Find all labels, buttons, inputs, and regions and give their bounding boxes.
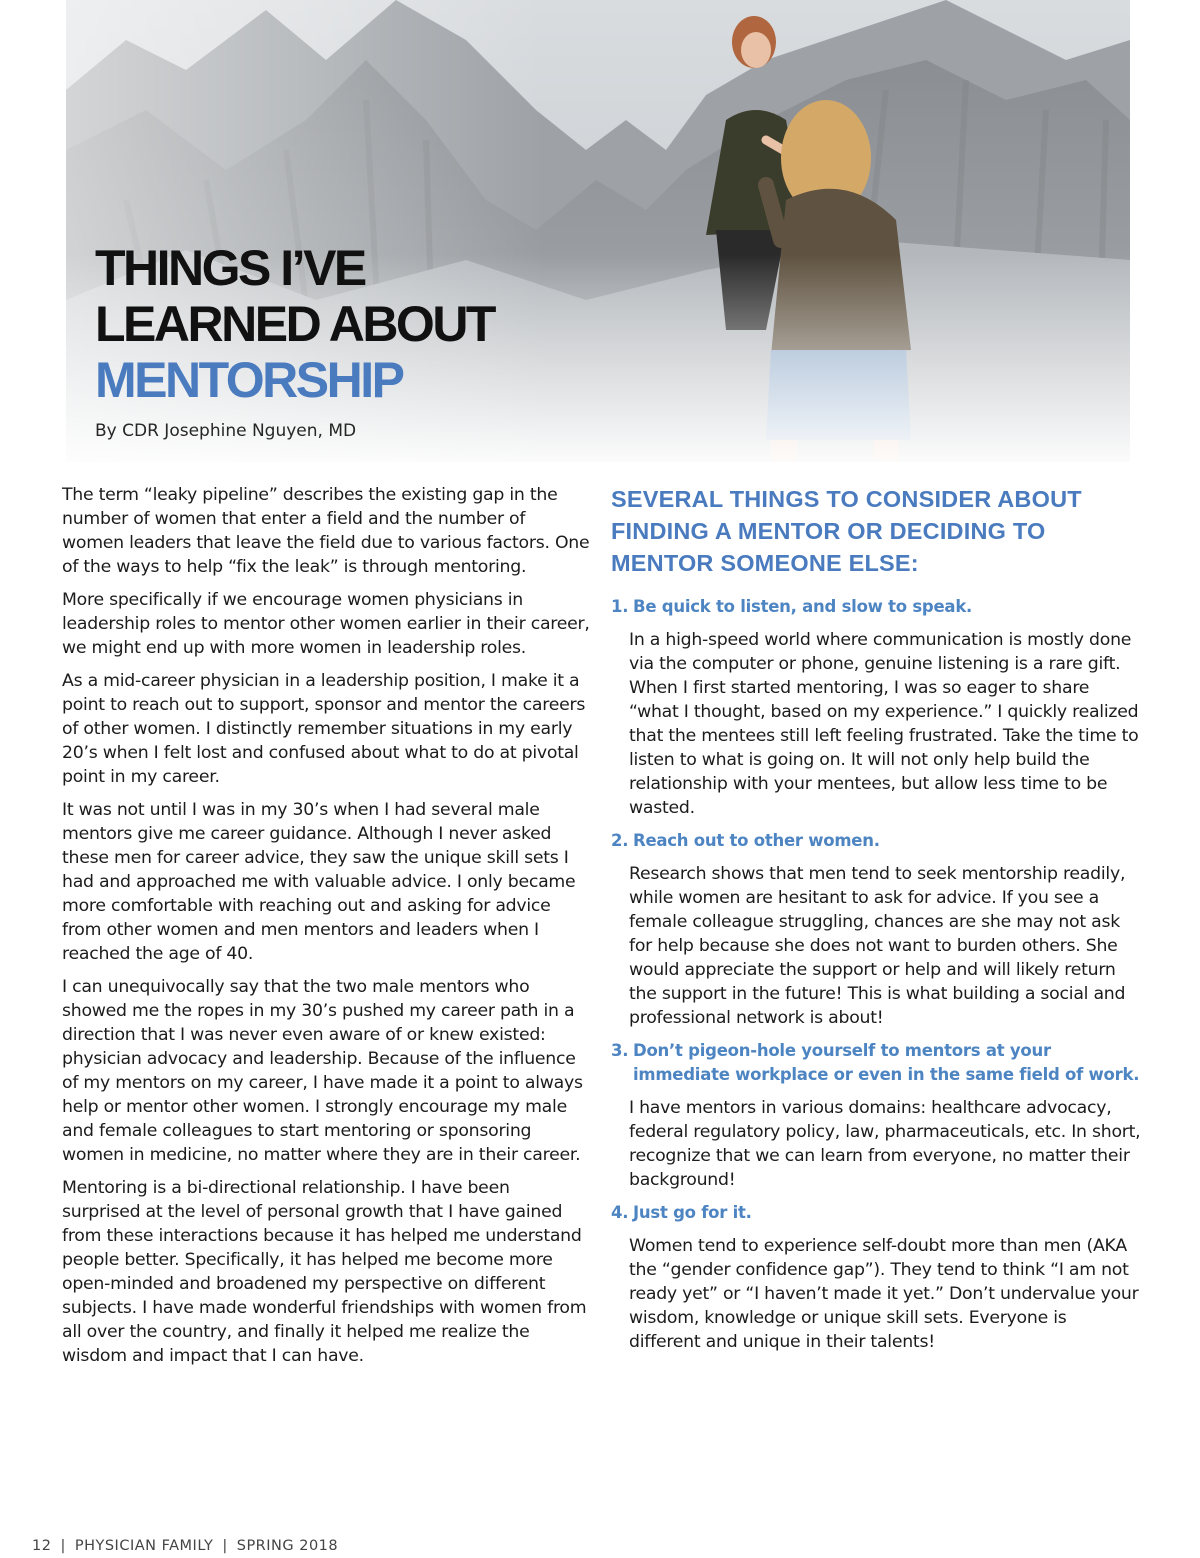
tip-title: Be quick to listen, and slow to speak. [633, 597, 973, 616]
tip-number: 2. [611, 831, 629, 850]
tip-body: Women tend to experience self-doubt more than men (AKA the “gender confidence gap”). They tend to think “I am not ready yet” or “I haven’t made it yet.” Don’t undervalue your wisdom, knowledge or unique skill sets. Everyone is different and unique in their talents! [629, 1236, 1139, 1352]
tip-body: Research shows that men tend to seek mentorship readily, while women are hesitant to ask for advice. If you see a female colleague struggling, chances are she may not ask for help because she does not want to burden others. She would appreciate the support or help and will likely return the support in the future! This is what building a social and professional network is about! [629, 864, 1126, 1028]
tip-heading [611, 595, 1141, 619]
footer-divider: | [60, 1538, 66, 1554]
paragraph: It was not until I was in my 30’s when I had several male mentors give me career guidance. Although I never asked these men for career advice, they saw the unique skill sets I had and approached me with valuable advice. I only became more comfortable with reaching out and asking for advice from other women and men mentors and leaders when I reached the age of 40. [62, 800, 576, 964]
issue-label: SPRING 2018 [236, 1538, 339, 1554]
article-title [95, 240, 494, 408]
tip-heading [611, 1201, 1141, 1225]
left-column [62, 483, 592, 1377]
tip-heading [611, 829, 1141, 853]
tip-title: Reach out to other women. [633, 831, 880, 850]
right-column [611, 483, 1141, 1363]
tip-number: 3. [611, 1041, 629, 1060]
paragraph: More specifically if we encourage women physicians in leadership roles to mentor other women earlier in their career, we might end up with more women in leadership roles. [62, 590, 590, 658]
footer-divider: | [222, 1538, 228, 1554]
title-line-2: LEARNED ABOUT [95, 296, 494, 352]
tip-number: 1. [611, 597, 629, 616]
tip-body: In a high-speed world where communication is mostly done via the computer or phone, genuine listening is a rare gift. When I first started mentoring, I was so eager to share “what I thought, based on my experience.” I quickly realized that the mentees still left feeling frustrated. Take the time to listen to what is going on. It will not only help build the relationship with your mentees, but allow less time to be wasted. [629, 630, 1139, 818]
tip-title: Don’t pigeon-hole yourself to mentors at your immediate workplace or even in the same field of work. [633, 1041, 1140, 1084]
paragraph: I can unequivocally say that the two male mentors who showed me the ropes in my 30’s pushed my career path in a direction that I was never even aware of or knew existed: physician advocacy and leadership. Because of the influence of my mentors on my career, I have made it a point to always help or mentor other women. I strongly encourage my male and female colleagues to start mentoring or sponsoring women in medicine, no matter where they are in their career. [62, 977, 583, 1165]
tip-heading [611, 1039, 1141, 1087]
page-footer [32, 1538, 338, 1554]
paragraph: The term “leaky pipeline” describes the existing gap in the number of women that enter a field and the number of women leaders that leave the field due to various factors. One of the ways to help “fix the leak” is through mentoring. [62, 485, 590, 577]
paragraph: Mentoring is a bi-directional relationship. I have been surprised at the level of personal growth that I have gained from these interactions because it has helped me understand people better. Specifically, it has helped me become more open-minded and broadened my perspective on different subjects. I have made wonderful friendships with women from all over the country, and finally it helped me realize the wisdom and impact that I can have. [62, 1178, 587, 1366]
tip-body: I have mentors in various domains: healthcare advocacy, federal regulatory policy, law, pharmaceuticals, etc. In short, recognize that we can learn from everyone, no matter their background! [629, 1098, 1141, 1190]
magazine-name: PHYSICIAN FAMILY [74, 1538, 214, 1554]
paragraph: As a mid-career physician in a leadership position, I make it a point to reach out to support, sponsor and mentor the careers of other women. I distinctly remember situations in my early 20’s when I felt lost and confused about what to do at pivotal point in my career. [62, 671, 586, 787]
tip-number: 4. [611, 1203, 629, 1222]
tip-title: Just go for it. [633, 1203, 752, 1222]
page-number: 12 [32, 1538, 52, 1554]
title-accent: MENTORSHIP [95, 352, 403, 408]
byline: By CDR Josephine Nguyen, MD [95, 421, 357, 441]
title-line-1: THINGS I’VE [95, 240, 365, 296]
section-heading: SEVERAL THINGS TO CONSIDER ABOUT FINDING A MENTOR OR DECIDING TO MENTOR SOMEONE ELSE: [611, 486, 1082, 576]
